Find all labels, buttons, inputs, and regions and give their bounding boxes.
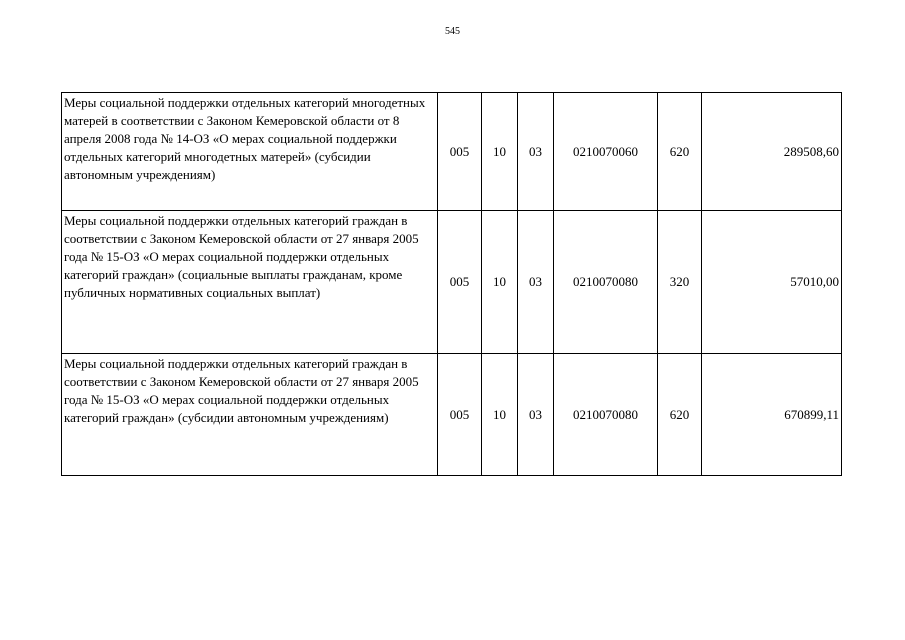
target-article-code: 0210070080 [554,211,658,354]
ministry-code: 005 [438,211,482,354]
row-description: Меры социальной поддержки отдельных категорий граждан в соответствии с Законом Кемеровской области от 27 января 2005 года № 15-ОЗ «О мерах социальной поддержки отдельных категорий граждан» (социальные выплаты гражданам, кроме публичных нормативных социальных выплат) [62,211,438,354]
sum-value: 57010,00 [702,211,842,354]
row-description: Меры социальной поддержки отдельных категорий граждан в соответствии с Законом Кемеровской области от 27 января 2005 года № 15-ОЗ «О мерах социальной поддержки отдельных категорий граждан» (субсидии автономным учреждениям) [62,354,438,476]
section-code: 10 [482,354,518,476]
subsection-code: 03 [518,354,554,476]
subsection-code: 03 [518,211,554,354]
table-row [62,354,842,476]
sum-value: 289508,60 [702,93,842,211]
page-number: 545 [445,26,460,37]
expense-type-code: 620 [658,93,702,211]
subsection-code: 03 [518,93,554,211]
row-description: Меры социальной поддержки отдельных категорий многодетных матерей в соответствии с Законом Кемеровской области от 8 апреля 2008 года № 14-ОЗ «О мерах социальной поддержки отдельных категорий многодетных матерей» (субсидии автономным учреждениям) [62,93,438,211]
target-article-code: 0210070060 [554,93,658,211]
sum-value: 670899,11 [702,354,842,476]
section-code: 10 [482,211,518,354]
budget-table [61,92,842,476]
ministry-code: 005 [438,354,482,476]
table-row [62,93,842,211]
section-code: 10 [482,93,518,211]
table-row [62,211,842,354]
expense-type-code: 620 [658,354,702,476]
expense-type-code: 320 [658,211,702,354]
target-article-code: 0210070080 [554,354,658,476]
ministry-code: 005 [438,93,482,211]
